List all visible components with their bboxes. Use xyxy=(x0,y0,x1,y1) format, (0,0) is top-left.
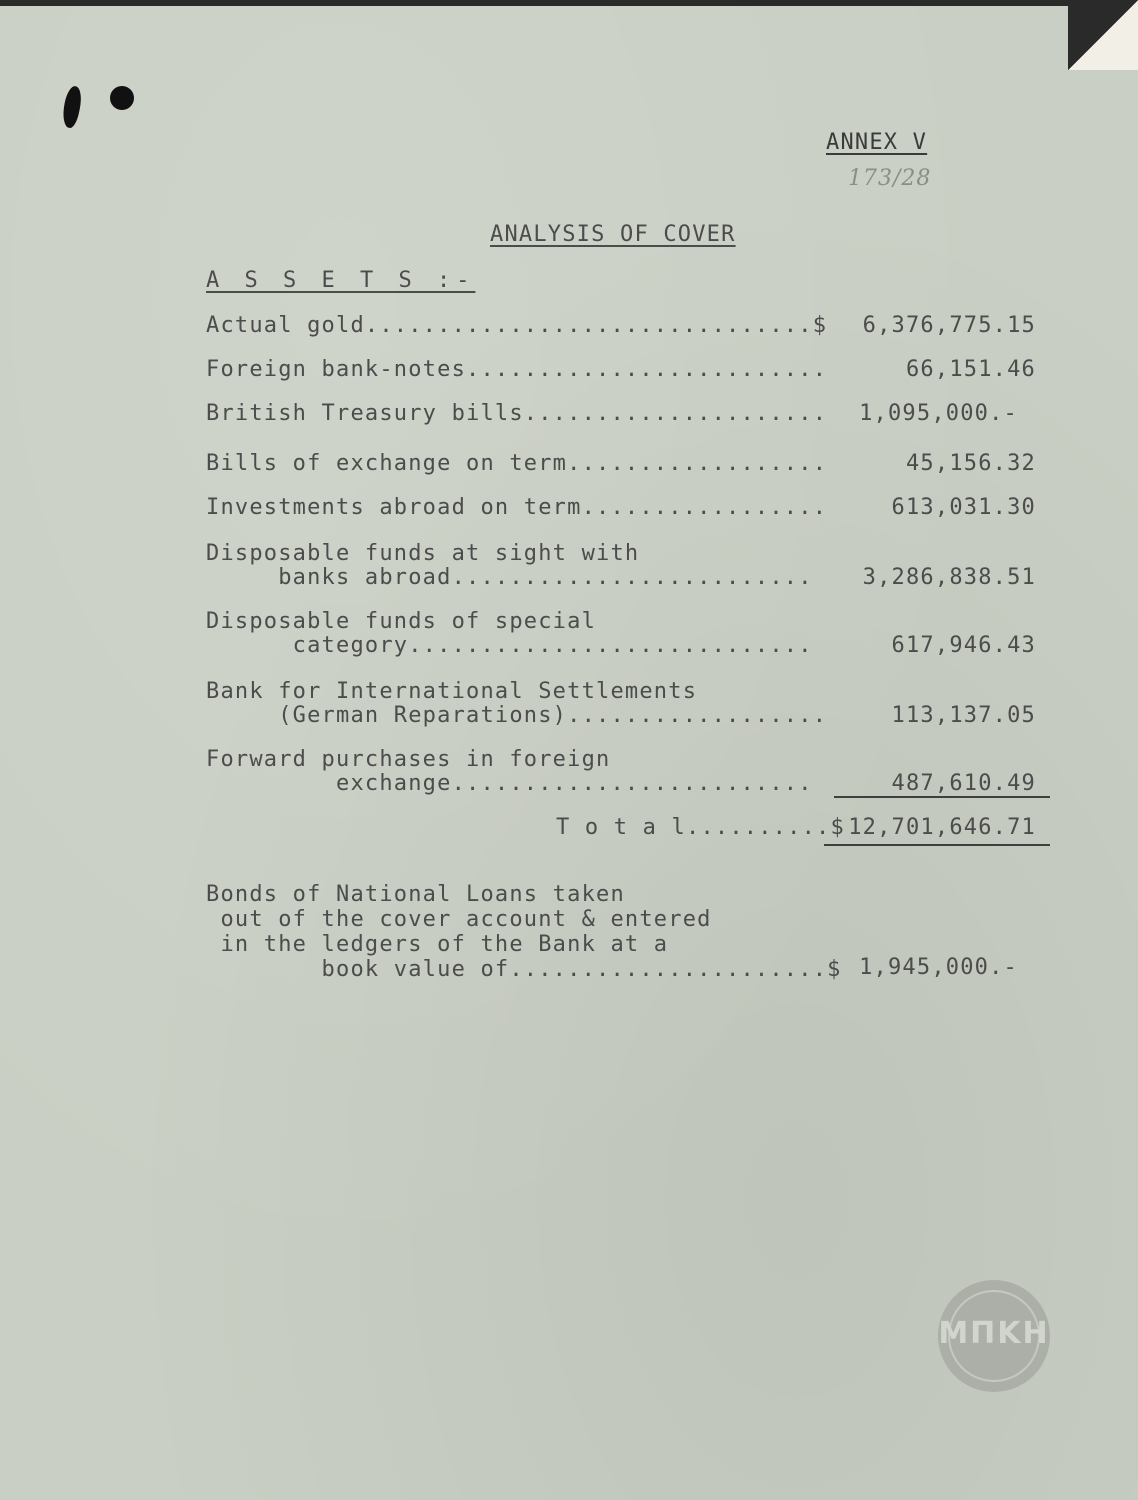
assets-heading: A S S E T S :- xyxy=(206,268,476,293)
subtotal-rule xyxy=(834,796,1050,798)
total-label: T o t a l..........$ xyxy=(556,815,845,840)
asset-label: Bills of exchange on term.................. xyxy=(206,451,828,476)
handwritten-reference: 173/28 xyxy=(848,166,932,191)
asset-amount: 1,095,000.- xyxy=(859,401,1018,426)
asset-amount: 66,151.46 xyxy=(905,357,1036,382)
asset-label: Forward purchases in foreign exchange......................... xyxy=(206,747,813,796)
annex-label: ANNEX V xyxy=(826,130,928,155)
seal-text: ΜΠΚΗ xyxy=(938,1316,1050,1351)
document-title: ANALYSIS OF COVER xyxy=(490,222,736,247)
total-amount: 12,701,646.71 xyxy=(848,815,1036,840)
asset-label: Disposable funds at sight with banks abroad......................... xyxy=(206,541,813,590)
bonds-label: Bonds of National Loans taken out of the cover account & entered in the ledgers of the Bank at a book value of......................$ xyxy=(206,882,842,982)
asset-label: Actual gold...............................$ xyxy=(206,313,828,338)
asset-amount: 617,946.43 xyxy=(891,633,1036,658)
asset-label: Foreign bank-notes......................... xyxy=(206,357,828,382)
asset-label: British Treasury bills..................... xyxy=(206,401,828,426)
total-rule xyxy=(824,844,1050,846)
bonds-amount: 1,945,000.- xyxy=(859,955,1018,980)
archive-seal xyxy=(938,1280,1050,1392)
asset-amount: 3,286,838.51 xyxy=(862,565,1036,590)
punch-hole-mark xyxy=(110,86,134,110)
ink-blot xyxy=(60,85,84,129)
asset-label: Investments abroad on term................. xyxy=(206,495,828,520)
asset-amount: 45,156.32 xyxy=(905,451,1036,476)
asset-amount: 487,610.49 xyxy=(891,771,1036,796)
asset-amount: 613,031.30 xyxy=(891,495,1036,520)
asset-label: Disposable funds of special category............................ xyxy=(206,609,813,658)
asset-label: Bank for International Settlements (German Reparations).................. xyxy=(206,679,828,728)
scan-top-edge xyxy=(0,0,1138,6)
asset-amount: 113,137.05 xyxy=(891,703,1036,728)
folded-corner xyxy=(1068,0,1138,70)
asset-amount: 6,376,775.15 xyxy=(862,313,1036,338)
